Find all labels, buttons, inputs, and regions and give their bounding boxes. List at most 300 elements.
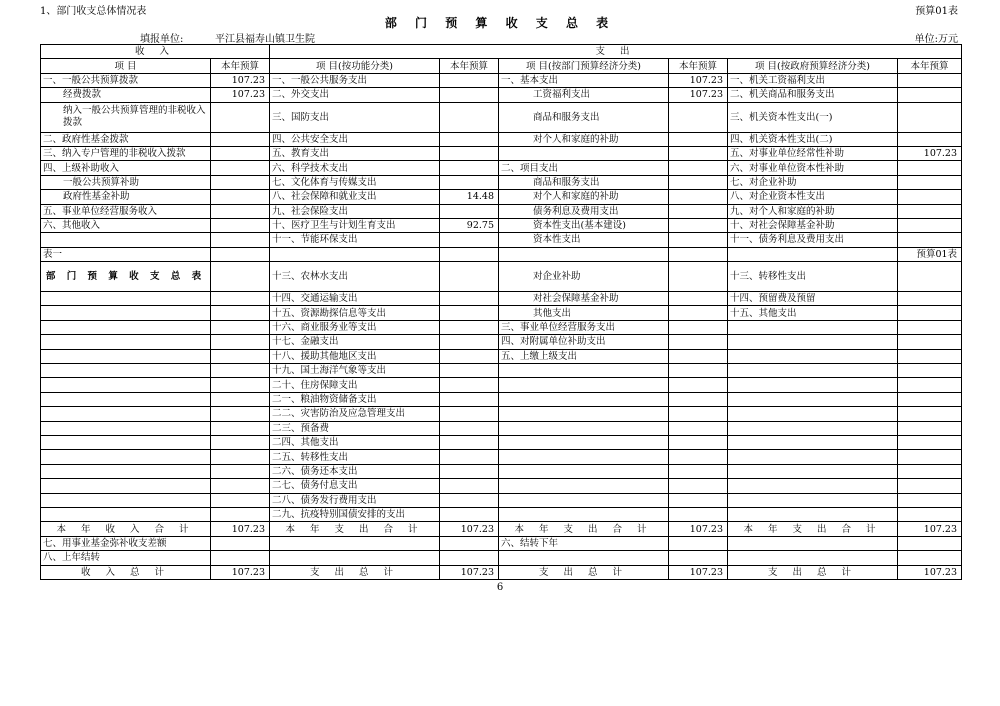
column-header-amount: 本年预算	[211, 59, 270, 73]
item-cell: 政府性基金补助	[41, 190, 211, 204]
item-cell	[728, 320, 898, 334]
amount-cell	[211, 435, 270, 449]
table-row	[41, 407, 962, 421]
item-cell: 对个人和家庭的补助	[499, 132, 669, 146]
item-cell	[41, 378, 211, 392]
amount-cell	[440, 262, 499, 292]
amount-cell	[211, 493, 270, 507]
amount-cell	[898, 479, 962, 493]
amount-cell	[211, 507, 270, 521]
item-cell	[728, 435, 898, 449]
item-cell	[41, 464, 211, 478]
amount-cell: 107.23	[440, 565, 499, 579]
table-row	[41, 378, 962, 392]
item-cell: 八、对企业资本性支出	[728, 190, 898, 204]
table-row	[41, 132, 962, 146]
item-cell	[41, 335, 211, 349]
amount-cell	[440, 146, 499, 160]
item-cell	[41, 320, 211, 334]
amount-cell	[440, 349, 499, 363]
table-row	[41, 233, 962, 247]
amount-cell: 92.75	[440, 218, 499, 232]
item-cell: 二、项目支出	[499, 161, 669, 175]
table-row	[41, 364, 962, 378]
item-cell: 三、机关资本性支出(一)	[728, 102, 898, 132]
item-cell	[41, 364, 211, 378]
amount-cell	[440, 392, 499, 406]
item-cell: 七、对企业补助	[728, 175, 898, 189]
amount-cell: 107.23	[211, 88, 270, 102]
amount-cell	[898, 175, 962, 189]
item-cell	[728, 536, 898, 550]
item-cell: 本 年 支 出 合 计	[270, 522, 440, 536]
amount-cell	[211, 190, 270, 204]
currency-unit: 单位:万元	[914, 34, 958, 45]
item-cell: 一般公共预算补助	[41, 175, 211, 189]
amount-cell	[898, 435, 962, 449]
amount-cell	[898, 536, 962, 550]
amount-cell: 107.23	[669, 88, 728, 102]
amount-cell	[440, 132, 499, 146]
amount-cell	[440, 247, 499, 261]
column-header-amount: 本年预算	[898, 59, 962, 73]
amount-cell	[898, 464, 962, 478]
item-cell	[499, 479, 669, 493]
amount-cell: 14.48	[440, 190, 499, 204]
amount-cell	[669, 190, 728, 204]
amount-cell	[898, 88, 962, 102]
item-cell	[499, 364, 669, 378]
amount-cell	[898, 218, 962, 232]
item-cell: 二二、灾害防治及应急管理支出	[270, 407, 440, 421]
item-cell	[728, 421, 898, 435]
item-cell: 二、机关商品和服务支出	[728, 88, 898, 102]
amount-cell	[440, 364, 499, 378]
item-cell: 二八、债务发行费用支出	[270, 493, 440, 507]
amount-cell	[440, 204, 499, 218]
table-row	[41, 421, 962, 435]
amount-cell	[211, 392, 270, 406]
amount-cell	[898, 132, 962, 146]
item-cell: 七、文化体育与传媒支出	[270, 175, 440, 189]
item-cell	[728, 479, 898, 493]
item-cell	[728, 364, 898, 378]
amount-cell	[898, 190, 962, 204]
amount-cell	[669, 493, 728, 507]
item-cell: 十八、援助其他地区支出	[270, 349, 440, 363]
item-cell: 资本性支出	[499, 233, 669, 247]
item-cell	[499, 435, 669, 449]
item-cell	[728, 335, 898, 349]
item-cell: 五、事业单位经营服务收入	[41, 204, 211, 218]
item-cell: 二、政府性基金拨款	[41, 132, 211, 146]
amount-cell	[440, 320, 499, 334]
amount-cell	[211, 306, 270, 320]
item-cell	[270, 247, 440, 261]
item-cell: 支 出 总 计	[499, 565, 669, 579]
amount-cell	[898, 292, 962, 306]
table-row	[41, 493, 962, 507]
amount-cell	[211, 421, 270, 435]
expense-header: 支 出	[270, 45, 962, 59]
item-cell	[499, 450, 669, 464]
amount-cell	[211, 132, 270, 146]
amount-cell	[669, 536, 728, 550]
amount-cell	[440, 233, 499, 247]
amount-cell	[669, 435, 728, 449]
amount-cell	[669, 175, 728, 189]
item-cell: 支 出 总 计	[270, 565, 440, 579]
item-cell: 十五、资源勘探信息等支出	[270, 306, 440, 320]
item-cell	[728, 349, 898, 363]
amount-cell	[669, 421, 728, 435]
item-cell	[499, 507, 669, 521]
amount-cell	[211, 349, 270, 363]
amount-cell	[211, 218, 270, 232]
table-row	[41, 190, 962, 204]
item-cell	[499, 493, 669, 507]
amount-cell	[669, 204, 728, 218]
item-cell: 一、一般公共预算拨款	[41, 73, 211, 87]
item-cell: 资本性支出(基本建设)	[499, 218, 669, 232]
amount-cell	[440, 493, 499, 507]
item-cell: 一、基本支出	[499, 73, 669, 87]
item-cell: 十、医疗卫生与计划生育支出	[270, 218, 440, 232]
amount-cell	[669, 335, 728, 349]
amount-cell	[669, 479, 728, 493]
item-cell: 十五、其他支出	[728, 306, 898, 320]
amount-cell	[898, 364, 962, 378]
amount-cell: 107.23	[898, 565, 962, 579]
amount-cell	[669, 392, 728, 406]
amount-cell: 107.23	[669, 565, 728, 579]
amount-cell	[440, 407, 499, 421]
item-cell: 对社会保障基金补助	[499, 292, 669, 306]
amount-cell	[898, 507, 962, 521]
amount-cell	[211, 233, 270, 247]
item-cell: 二九、抗疫特别国债安排的支出	[270, 507, 440, 521]
item-cell: 十七、金融支出	[270, 335, 440, 349]
amount-cell	[440, 551, 499, 565]
amount-cell	[898, 450, 962, 464]
column-header-amount: 本年预算	[440, 59, 499, 73]
item-cell: 十四、预留费及预留	[728, 292, 898, 306]
item-cell: 二三、预备费	[270, 421, 440, 435]
amount-cell	[211, 335, 270, 349]
amount-cell	[211, 247, 270, 261]
amount-cell	[898, 493, 962, 507]
item-cell: 二七、债务付息支出	[270, 479, 440, 493]
item-cell: 八、社会保障和就业支出	[270, 190, 440, 204]
amount-cell: 107.23	[211, 522, 270, 536]
item-cell: 一、机关工资福利支出	[728, 73, 898, 87]
amount-cell	[211, 292, 270, 306]
table-row	[41, 479, 962, 493]
amount-cell	[440, 435, 499, 449]
item-cell: 对企业补助	[499, 262, 669, 292]
item-cell: 十、对社会保障基金补助	[728, 218, 898, 232]
amount-cell	[211, 364, 270, 378]
item-cell: 六、其他收入	[41, 218, 211, 232]
amount-cell: 107.23	[669, 73, 728, 87]
amount-cell	[669, 233, 728, 247]
amount-cell	[440, 479, 499, 493]
amount-cell	[211, 146, 270, 160]
item-cell	[728, 378, 898, 392]
item-cell	[728, 507, 898, 521]
amount-cell	[440, 306, 499, 320]
amount-cell	[211, 320, 270, 334]
item-cell: 三、纳入专户管理的非税收入拨款	[41, 146, 211, 160]
table-row	[41, 73, 962, 87]
table-row	[41, 450, 962, 464]
amount-cell	[898, 392, 962, 406]
table-caption: 1、部门收支总体情况表	[40, 6, 147, 17]
amount-cell	[898, 551, 962, 565]
item-cell: 十三、农林水支出	[270, 262, 440, 292]
table-row	[41, 88, 962, 102]
item-cell	[41, 349, 211, 363]
item-cell	[728, 407, 898, 421]
item-cell	[728, 247, 898, 261]
amount-cell	[440, 335, 499, 349]
item-cell	[41, 392, 211, 406]
amount-cell	[211, 161, 270, 175]
amount-cell	[440, 73, 499, 87]
item-cell	[499, 146, 669, 160]
item-cell: 支 出 总 计	[728, 565, 898, 579]
item-cell: 十一、债务利息及费用支出	[728, 233, 898, 247]
table-row	[41, 349, 962, 363]
table-row	[41, 161, 962, 175]
amount-cell	[898, 306, 962, 320]
item-cell: 九、对个人和家庭的补助	[728, 204, 898, 218]
amount-cell	[211, 102, 270, 132]
item-cell: 五、对事业单位经常性补助	[728, 146, 898, 160]
amount-cell	[211, 536, 270, 550]
amount-cell	[669, 349, 728, 363]
item-cell: 本 年 支 出 合 计	[728, 522, 898, 536]
item-cell: 二、外交支出	[270, 88, 440, 102]
amount-cell	[669, 146, 728, 160]
budget-summary-table	[40, 44, 962, 580]
amount-cell	[440, 536, 499, 550]
amount-cell	[669, 464, 728, 478]
item-cell	[41, 507, 211, 521]
item-cell	[41, 233, 211, 247]
amount-cell	[440, 175, 499, 189]
amount-cell	[440, 102, 499, 132]
item-cell: 八、上年结转	[41, 551, 211, 565]
item-cell: 收 入 总 计	[41, 565, 211, 579]
item-cell: 表一	[41, 247, 211, 261]
item-cell: 四、对附属单位补助支出	[499, 335, 669, 349]
amount-cell	[669, 306, 728, 320]
amount-cell	[898, 161, 962, 175]
amount-cell	[669, 320, 728, 334]
item-cell	[41, 292, 211, 306]
amount-cell	[898, 421, 962, 435]
amount-cell	[898, 102, 962, 132]
item-cell: 二五、转移性支出	[270, 450, 440, 464]
table-row	[41, 522, 962, 536]
amount-cell	[211, 407, 270, 421]
item-cell: 十一、节能环保支出	[270, 233, 440, 247]
column-header-item: 项 目(按部门预算经济分类)	[499, 59, 669, 73]
amount-cell: 107.23	[211, 565, 270, 579]
amount-cell	[898, 378, 962, 392]
amount-cell: 预算01表	[898, 247, 962, 261]
table-row	[41, 551, 962, 565]
item-cell	[41, 479, 211, 493]
amount-cell	[669, 218, 728, 232]
amount-cell	[211, 175, 270, 189]
amount-cell	[669, 132, 728, 146]
item-cell: 本 年 收 入 合 计	[41, 522, 211, 536]
amount-cell	[440, 292, 499, 306]
item-cell: 商品和服务支出	[499, 175, 669, 189]
table-row	[41, 507, 962, 521]
table-row	[41, 204, 962, 218]
item-cell	[499, 378, 669, 392]
amount-cell	[211, 262, 270, 292]
table-row	[41, 565, 962, 579]
table-row	[41, 146, 962, 160]
item-cell	[499, 247, 669, 261]
amount-cell	[898, 320, 962, 334]
column-header-item: 项 目(按功能分类)	[270, 59, 440, 73]
item-cell	[499, 551, 669, 565]
item-cell: 十四、交通运输支出	[270, 292, 440, 306]
item-cell: 对个人和家庭的补助	[499, 190, 669, 204]
table-row	[41, 292, 962, 306]
amount-cell	[898, 262, 962, 292]
table-row	[41, 218, 962, 232]
amount-cell	[669, 551, 728, 565]
page-number: 6	[496, 582, 504, 593]
table-row	[41, 435, 962, 449]
item-cell: 七、用事业基金弥补收支差额	[41, 536, 211, 550]
item-cell	[41, 450, 211, 464]
amount-cell	[669, 507, 728, 521]
item-cell: 其他支出	[499, 306, 669, 320]
amount-cell	[669, 378, 728, 392]
amount-cell	[669, 262, 728, 292]
item-cell: 四、机关资本性支出(二)	[728, 132, 898, 146]
item-cell: 部 门 预 算 收 支 总 表	[41, 262, 211, 292]
amount-cell	[669, 364, 728, 378]
amount-cell	[669, 247, 728, 261]
item-cell: 工资福利支出	[499, 88, 669, 102]
amount-cell	[211, 450, 270, 464]
item-cell: 三、事业单位经营服务支出	[499, 320, 669, 334]
table-row	[41, 320, 962, 334]
amount-cell	[211, 204, 270, 218]
amount-cell	[211, 551, 270, 565]
amount-cell	[669, 292, 728, 306]
column-header-item: 项 目(按政府预算经济分类)	[728, 59, 898, 73]
income-header: 收 入	[41, 45, 270, 59]
table-row	[41, 247, 962, 261]
item-cell	[270, 536, 440, 550]
amount-cell: 107.23	[669, 522, 728, 536]
item-cell	[499, 407, 669, 421]
amount-cell: 107.23	[898, 522, 962, 536]
item-cell: 十三、转移性支出	[728, 262, 898, 292]
item-cell	[728, 450, 898, 464]
reporting-unit-label: 填报单位:	[140, 34, 184, 45]
item-cell: 六、科学技术支出	[270, 161, 440, 175]
item-cell	[728, 493, 898, 507]
table-row	[41, 392, 962, 406]
item-cell: 商品和服务支出	[499, 102, 669, 132]
item-cell: 十九、国土海洋气象等支出	[270, 364, 440, 378]
amount-cell: 107.23	[440, 522, 499, 536]
amount-cell	[898, 407, 962, 421]
table-row	[41, 262, 962, 292]
amount-cell: 107.23	[898, 146, 962, 160]
item-cell: 五、上缴上级支出	[499, 349, 669, 363]
amount-cell	[440, 450, 499, 464]
item-cell	[499, 421, 669, 435]
amount-cell	[440, 421, 499, 435]
item-cell: 十六、商业服务业等支出	[270, 320, 440, 334]
column-header-item: 项 目	[41, 59, 211, 73]
item-cell: 经费拨款	[41, 88, 211, 102]
item-cell	[41, 407, 211, 421]
amount-cell	[898, 349, 962, 363]
item-cell: 六、结转下年	[499, 536, 669, 550]
amount-cell	[211, 479, 270, 493]
item-cell: 债务利息及费用支出	[499, 204, 669, 218]
amount-cell	[898, 233, 962, 247]
amount-cell	[669, 102, 728, 132]
amount-cell	[440, 378, 499, 392]
amount-cell	[211, 464, 270, 478]
item-cell	[728, 464, 898, 478]
item-cell: 九、社会保险支出	[270, 204, 440, 218]
item-cell: 一、一般公共服务支出	[270, 73, 440, 87]
amount-cell	[211, 378, 270, 392]
table-code: 预算01表	[915, 6, 958, 17]
amount-cell	[669, 407, 728, 421]
amount-cell	[440, 507, 499, 521]
table-row	[41, 306, 962, 320]
item-cell: 二六、债务还本支出	[270, 464, 440, 478]
item-cell	[41, 306, 211, 320]
reporting-unit-name: 平江县福寿山镇卫生院	[215, 34, 315, 45]
item-cell: 纳入一般公共预算管理的非税收入拨款	[41, 102, 211, 132]
amount-cell	[440, 464, 499, 478]
amount-cell	[669, 450, 728, 464]
amount-cell	[898, 73, 962, 87]
item-cell: 二一、粮油物资储备支出	[270, 392, 440, 406]
item-cell: 二四、其他支出	[270, 435, 440, 449]
item-cell	[41, 493, 211, 507]
item-cell	[728, 392, 898, 406]
item-cell: 三、国防支出	[270, 102, 440, 132]
table-row	[41, 175, 962, 189]
amount-cell	[898, 335, 962, 349]
item-cell: 二十、住房保障支出	[270, 378, 440, 392]
item-cell: 五、教育支出	[270, 146, 440, 160]
item-cell	[499, 464, 669, 478]
amount-cell	[898, 204, 962, 218]
item-cell: 四、上级补助收入	[41, 161, 211, 175]
table-row	[41, 102, 962, 132]
item-cell	[728, 551, 898, 565]
item-cell: 六、对事业单位资本性补助	[728, 161, 898, 175]
